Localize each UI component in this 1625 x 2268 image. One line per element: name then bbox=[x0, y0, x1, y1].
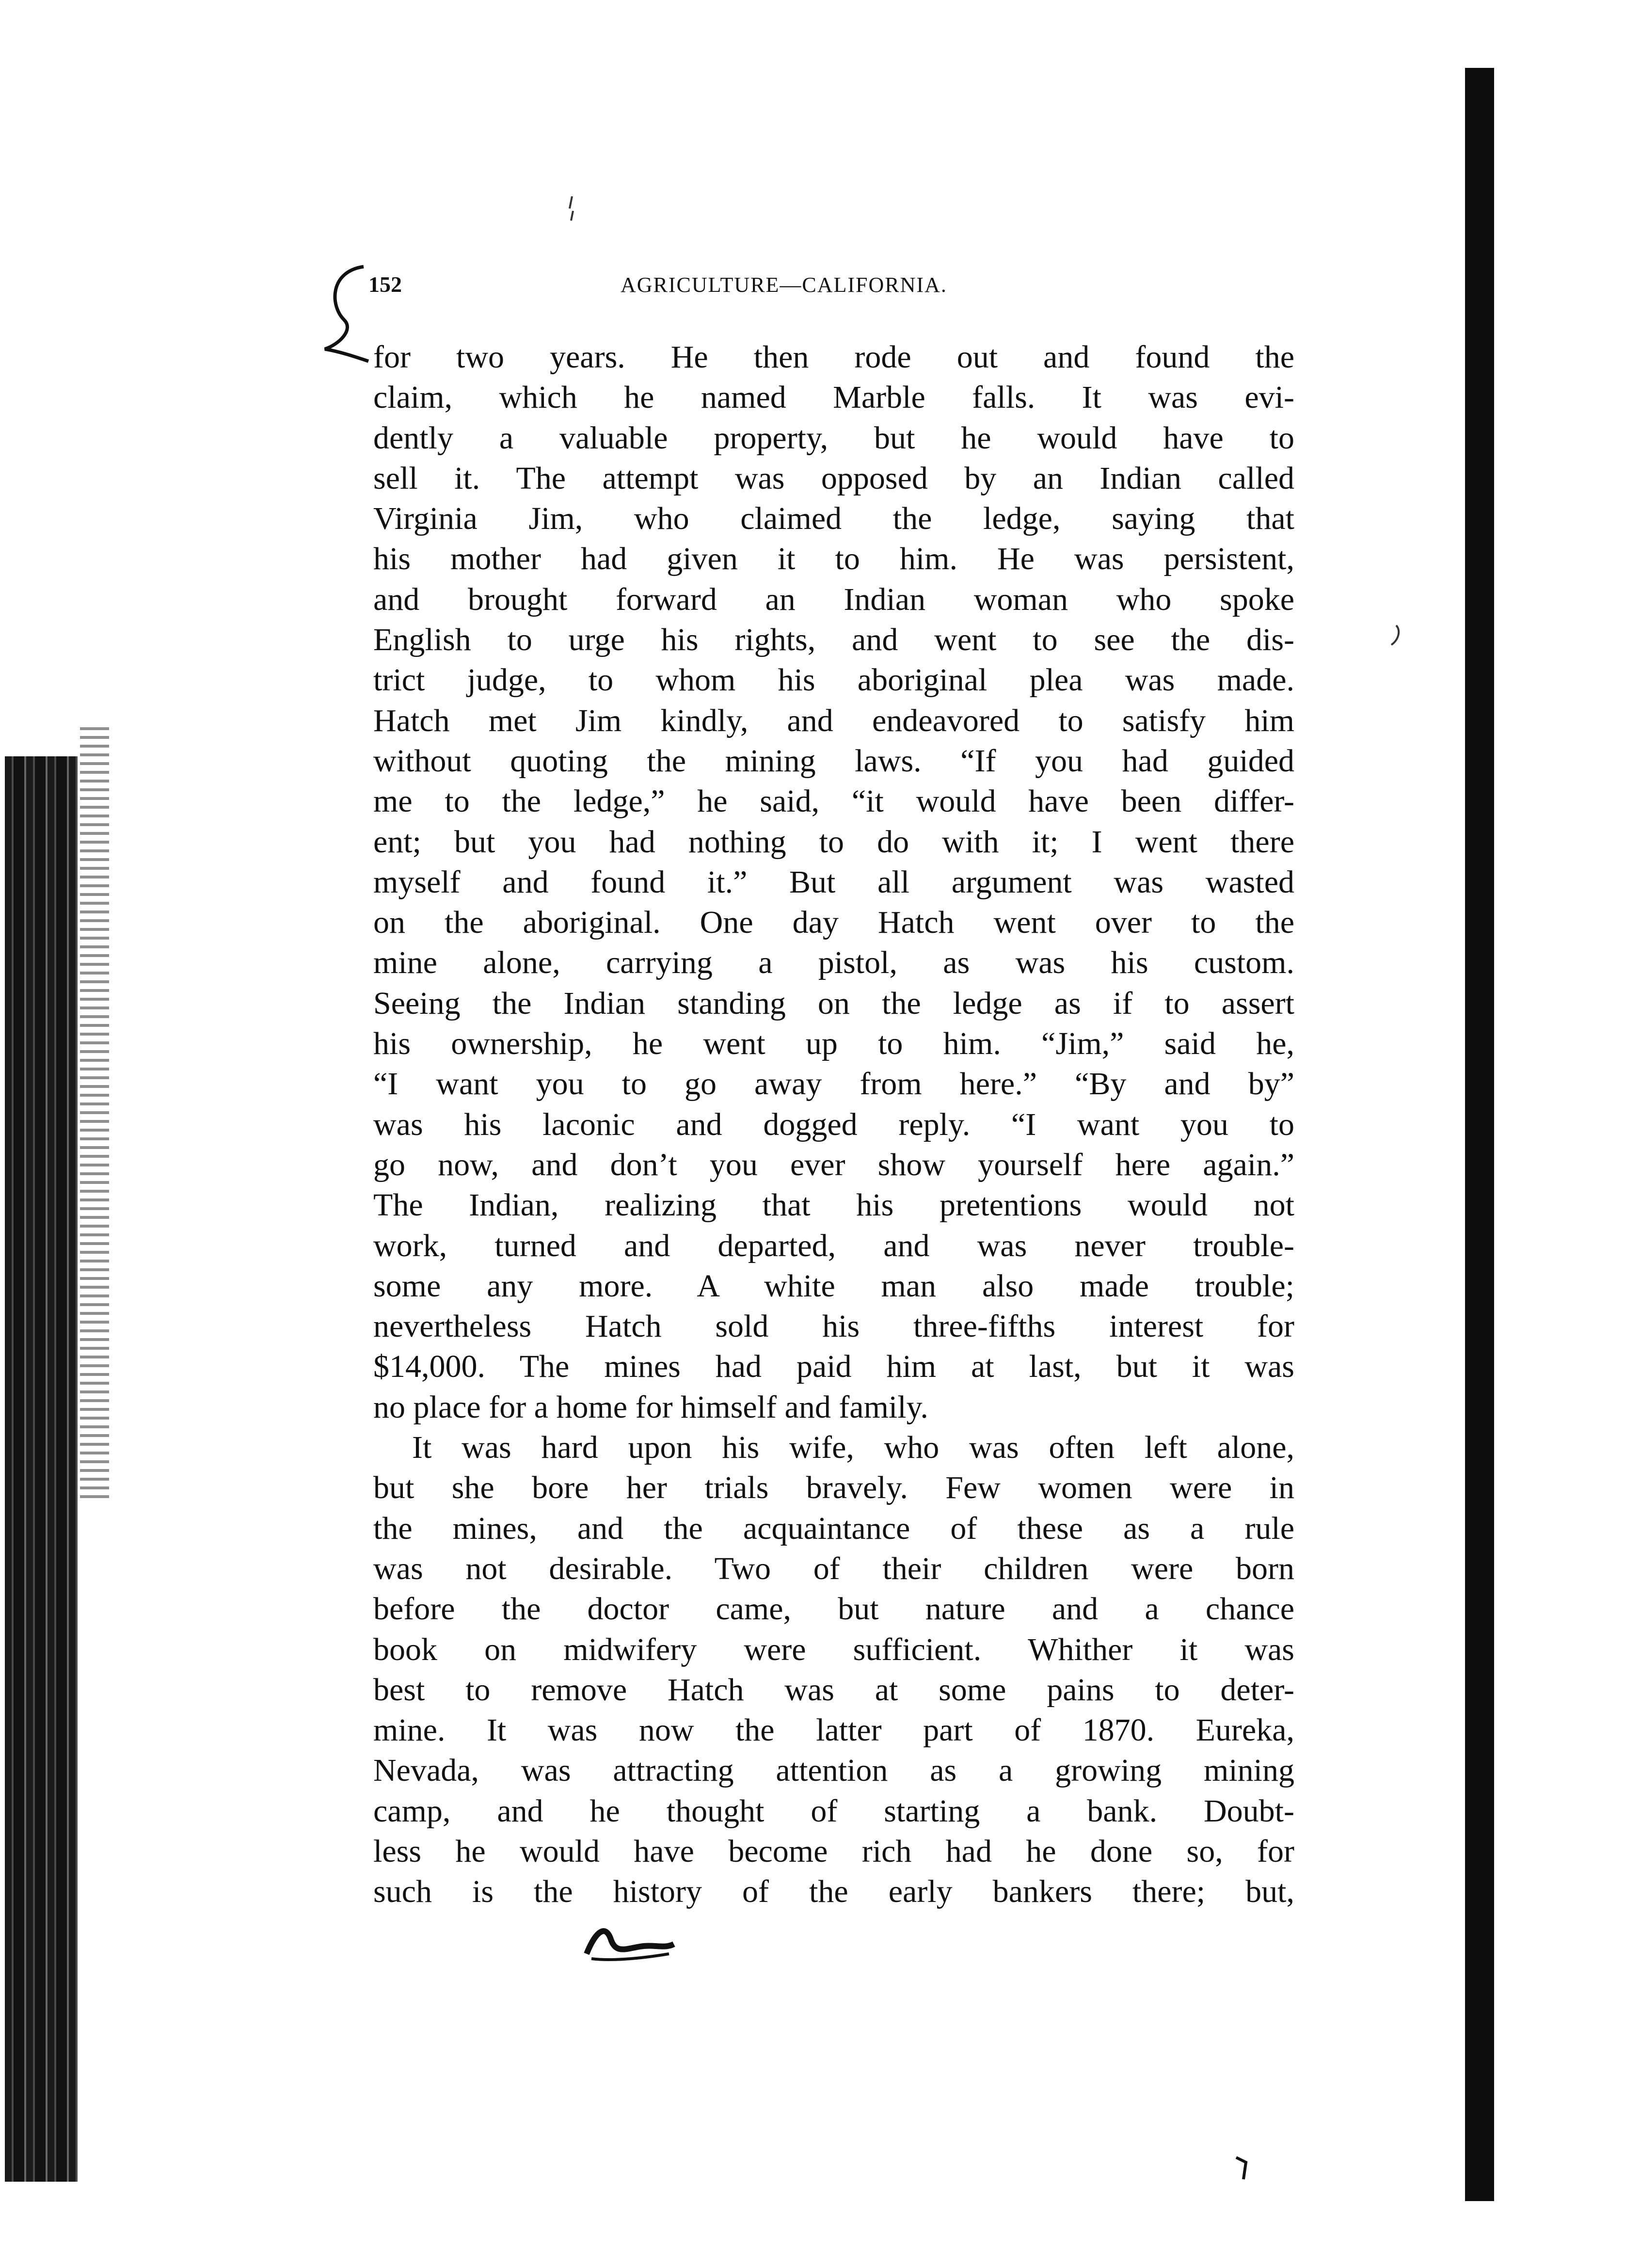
text-line: before the doctor came, but nature and a chance bbox=[373, 1591, 1294, 1627]
text-line: his ownership, he went up to him. “Jim,” said he, bbox=[373, 1026, 1294, 1062]
binding-shadow bbox=[80, 727, 109, 1503]
body-text bbox=[373, 337, 1294, 1912]
text-line: no place for a home for himself and family. bbox=[373, 1389, 928, 1425]
text-line: Hatch met Jim kindly, and endeavored to satisfy him bbox=[373, 703, 1294, 738]
text-line: claim, which he named Marble falls. It was evi- bbox=[373, 380, 1294, 415]
text-line: Virginia Jim, who claimed the ledge, saying that bbox=[373, 501, 1294, 537]
text-line: ent; but you had nothing to do with it; I went there bbox=[373, 824, 1294, 860]
text-line: mine alone, carrying a pistol, as was his custom. bbox=[373, 945, 1294, 981]
text-line: It was hard upon his wife, who was often left alone, bbox=[412, 1430, 1294, 1466]
text-line: such is the history of the early bankers there; but, bbox=[373, 1874, 1294, 1910]
stray-mark bbox=[562, 194, 582, 223]
text-line: the mines, and the acquaintance of these as a rule bbox=[373, 1510, 1294, 1546]
text-line: The Indian, realizing that his pretentions would not bbox=[373, 1187, 1294, 1223]
text-line: go now, and don’t you ever show yourself here again.” bbox=[373, 1147, 1294, 1182]
text-line: Seeing the Indian standing on the ledge as if to assert bbox=[373, 985, 1294, 1021]
text-line: “I want you to go away from here.” “By and by” bbox=[373, 1066, 1294, 1102]
text-line: and brought forward an Indian woman who spoke bbox=[373, 581, 1294, 617]
handwritten-scribble bbox=[582, 1920, 679, 1964]
text-line: nevertheless Hatch sold his three-fifths interest for bbox=[373, 1309, 1294, 1344]
page-header bbox=[368, 272, 1338, 310]
page-number: 152 bbox=[368, 272, 402, 297]
text-line: was not desirable. Two of their children were born bbox=[373, 1550, 1294, 1586]
stray-mark bbox=[1231, 2153, 1251, 2182]
text-line: dently a valuable property, but he would have to bbox=[373, 420, 1294, 456]
text-line: book on midwifery were sufficient. Whither it was bbox=[373, 1631, 1294, 1667]
text-line: was his laconic and dogged reply. “I want you to bbox=[373, 1106, 1294, 1142]
text-line: mine. It was now the latter part of 1870. Eureka, bbox=[373, 1712, 1294, 1748]
text-line: without quoting the mining laws. “If you had guided bbox=[373, 743, 1294, 779]
text-line: but she bore her trials bravely. Few women were in bbox=[373, 1470, 1294, 1506]
text-line: his mother had given it to him. He was persistent, bbox=[373, 541, 1294, 577]
text-line: sell it. The attempt was opposed by an Indian called bbox=[373, 460, 1294, 496]
text-line: best to remove Hatch was at some pains to deter- bbox=[373, 1672, 1294, 1708]
text-line: myself and found it.” But all argument was wasted bbox=[373, 864, 1294, 900]
text-line: Nevada, was attracting attention as a growing mining bbox=[373, 1753, 1294, 1789]
text-line: work, turned and departed, and was never trouble- bbox=[373, 1228, 1294, 1263]
text-line: $14,000. The mines had paid him at last, but it was bbox=[373, 1349, 1294, 1385]
handwritten-bracket-mark bbox=[310, 262, 378, 368]
text-line: English to urge his rights, and went to see the dis- bbox=[373, 622, 1294, 658]
binding-edge bbox=[5, 756, 78, 2182]
text-line: for two years. He then rode out and found the bbox=[373, 339, 1294, 375]
text-line: trict judge, to whom his aboriginal plea was made. bbox=[373, 662, 1294, 698]
text-line: camp, and he thought of starting a bank. Doubt- bbox=[373, 1793, 1294, 1829]
running-head: AGRICULTURE—CALIFORNIA. bbox=[621, 273, 947, 297]
text-line: on the aboriginal. One day Hatch went over to the bbox=[373, 905, 1294, 941]
text-line: less he would have become rich had he done so, for bbox=[373, 1833, 1294, 1869]
page-edge-bar bbox=[1465, 68, 1494, 2201]
text-line: some any more. A white man also made trouble; bbox=[373, 1268, 1294, 1304]
text-line: me to the ledge,” he said, “it would have been differ- bbox=[373, 783, 1294, 819]
stray-mark bbox=[1386, 621, 1406, 650]
